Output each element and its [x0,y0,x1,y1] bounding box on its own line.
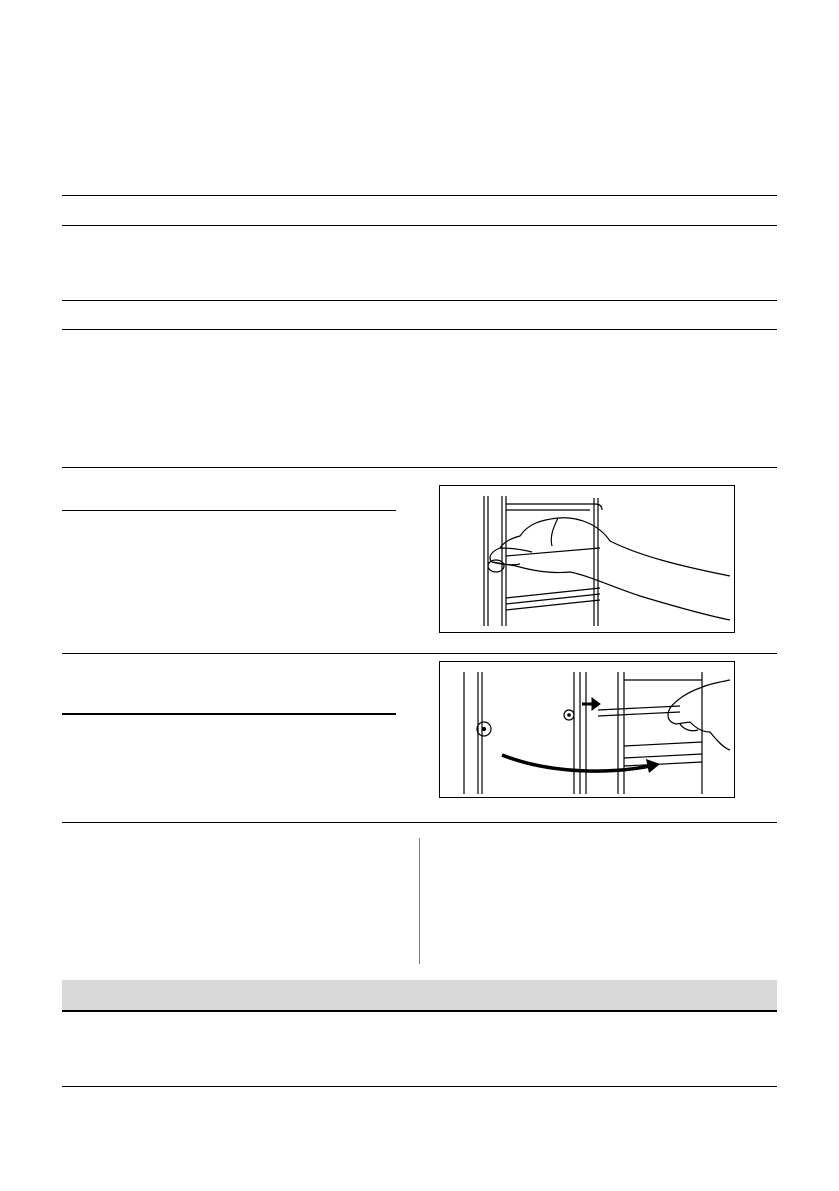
figure-shelf-support-remove [439,661,735,798]
column-divider [419,838,420,964]
section-rule-6 [62,653,777,654]
section-rule-2 [62,225,777,226]
grey-header-band [62,980,777,1010]
section-rule-3 [62,300,777,301]
section-rule-9 [62,1086,777,1087]
step-rule-1 [62,510,396,511]
section-rule-5 [62,467,777,468]
figure-shelf-support-pull [439,485,735,633]
shelf-support-removal-arrow-icon [440,662,734,797]
hand-pulling-shelf-support-icon [440,486,734,632]
section-rule-1 [62,195,777,196]
step-rule-2 [62,713,396,715]
section-rule-8 [62,1010,777,1012]
section-rule-4 [62,329,777,330]
section-rule-7 [62,822,777,823]
